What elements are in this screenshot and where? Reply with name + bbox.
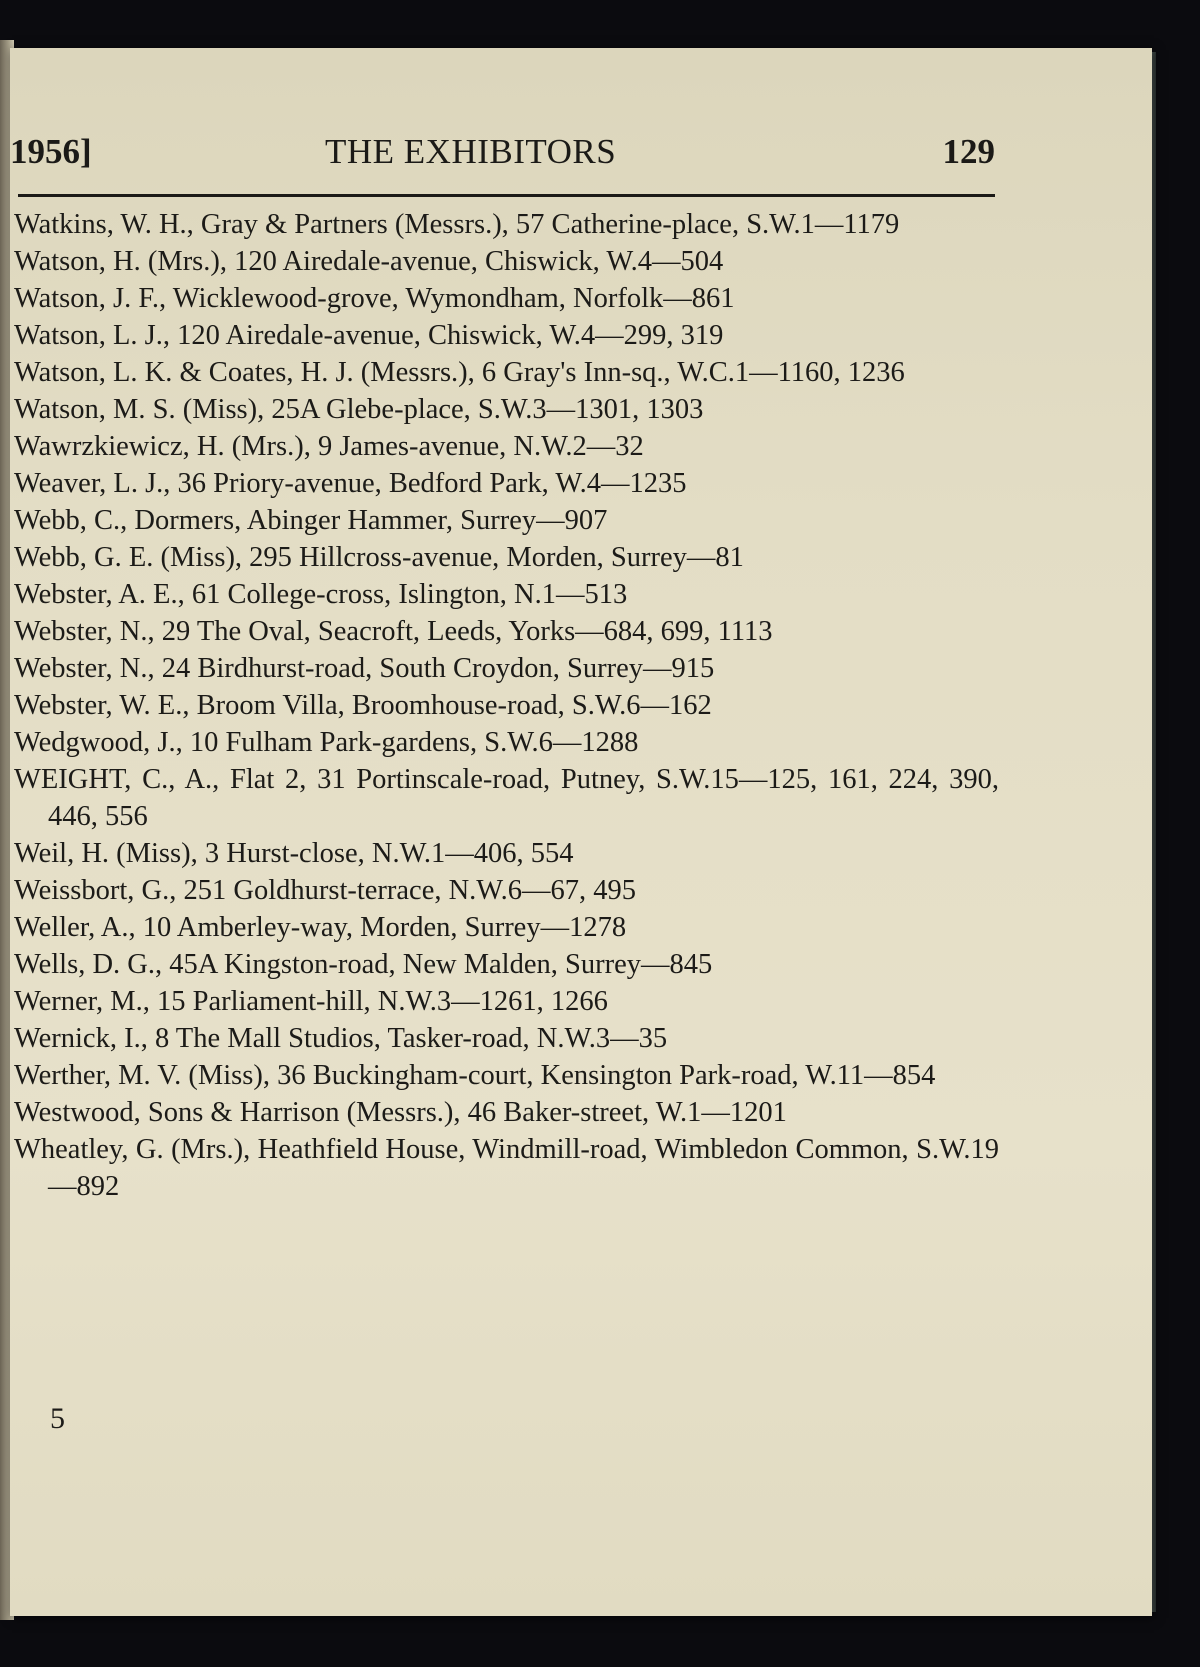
exhibitor-entry: Watson, M. S. (Miss), 25A Glebe-place, S.W.3—1301, 1303 [14,394,704,425]
header-rule [18,194,995,197]
exhibitor-entry: Watson, L. K. & Coates, H. J. (Messrs.), 6 Gray's Inn-sq., W.C.1—1160, 1236 [14,357,905,388]
exhibitor-entry: Watkins, W. H., Gray & Partners (Messrs.), 57 Catherine-place, S.W.1—1179 [14,209,900,240]
exhibitor-entry: Weissbort, G., 251 Goldhurst-terrace, N.W.6—67, 495 [14,875,636,906]
exhibitor-entry: Westwood, Sons & Harrison (Messrs.), 46 Baker-street, W.1—1201 [14,1097,787,1128]
exhibitor-entry: Watson, L. J., 120 Airedale-avenue, Chiswick, W.4—299, 319 [14,320,724,351]
exhibitor-entry: Weller, A., 10 Amberley-way, Morden, Surrey—1278 [14,912,627,943]
page-number: 129 [942,132,995,171]
exhibitor-entry: Wernick, I., 8 The Mall Studios, Tasker-road, N.W.3—35 [14,1023,668,1054]
exhibitor-entry: WEIGHT, C., A., Flat 2, 31 Portinscale-road, Putney, S.W.15—125, 161, 224, 390, 446, 556 [14,764,999,832]
exhibitor-entry: Wheatley, G. (Mrs.), Heathfield House, Windmill-road, Wimbledon Common, S.W.19—892 [14,1134,999,1202]
exhibitor-entry: Werther, M. V. (Miss), 36 Buckingham-court, Kensington Park-road, W.11—854 [14,1060,936,1091]
exhibitor-entry: Weaver, L. J., 36 Priory-avenue, Bedford Park, W.4—1235 [14,468,687,499]
page-title: THE EXHIBITORS [325,132,617,171]
exhibitor-entry: Webster, W. E., Broom Villa, Broomhouse-road, S.W.6—162 [14,690,712,721]
exhibitor-list [14,206,999,1205]
exhibitor-entry: Weil, H. (Miss), 3 Hurst-close, N.W.1—406, 554 [14,838,574,869]
exhibitor-entry: Webster, N., 29 The Oval, Seacroft, Leeds, Yorks—684, 699, 1113 [14,616,773,647]
running-header [10,132,995,178]
exhibitor-entry: Webster, A. E., 61 College-cross, Islington, N.1—513 [14,579,628,610]
exhibitor-entry: Webster, N., 24 Birdhurst-road, South Croydon, Surrey—915 [14,653,715,684]
exhibitor-entry: Watson, H. (Mrs.), 120 Airedale-avenue, Chiswick, W.4—504 [14,246,724,277]
exhibitor-entry: Werner, M., 15 Parliament-hill, N.W.3—1261, 1266 [14,986,608,1017]
header-year: 1956] [10,132,92,171]
exhibitor-entry: Wedgwood, J., 10 Fulham Park-gardens, S.W.6—1288 [14,727,639,758]
signature-mark: 5 [50,1402,65,1435]
exhibitor-entry: Webb, C., Dormers, Abinger Hammer, Surrey—907 [14,505,608,536]
exhibitor-entry: Webb, G. E. (Miss), 295 Hillcross-avenue, Morden, Surrey—81 [14,542,744,573]
exhibitor-entry: Wawrzkiewicz, H. (Mrs.), 9 James-avenue, N.W.2—32 [14,431,644,462]
exhibitor-entry: Watson, J. F., Wicklewood-grove, Wymondham, Norfolk—861 [14,283,735,314]
exhibitor-entry: Wells, D. G., 45A Kingston-road, New Malden, Surrey—845 [14,949,713,980]
